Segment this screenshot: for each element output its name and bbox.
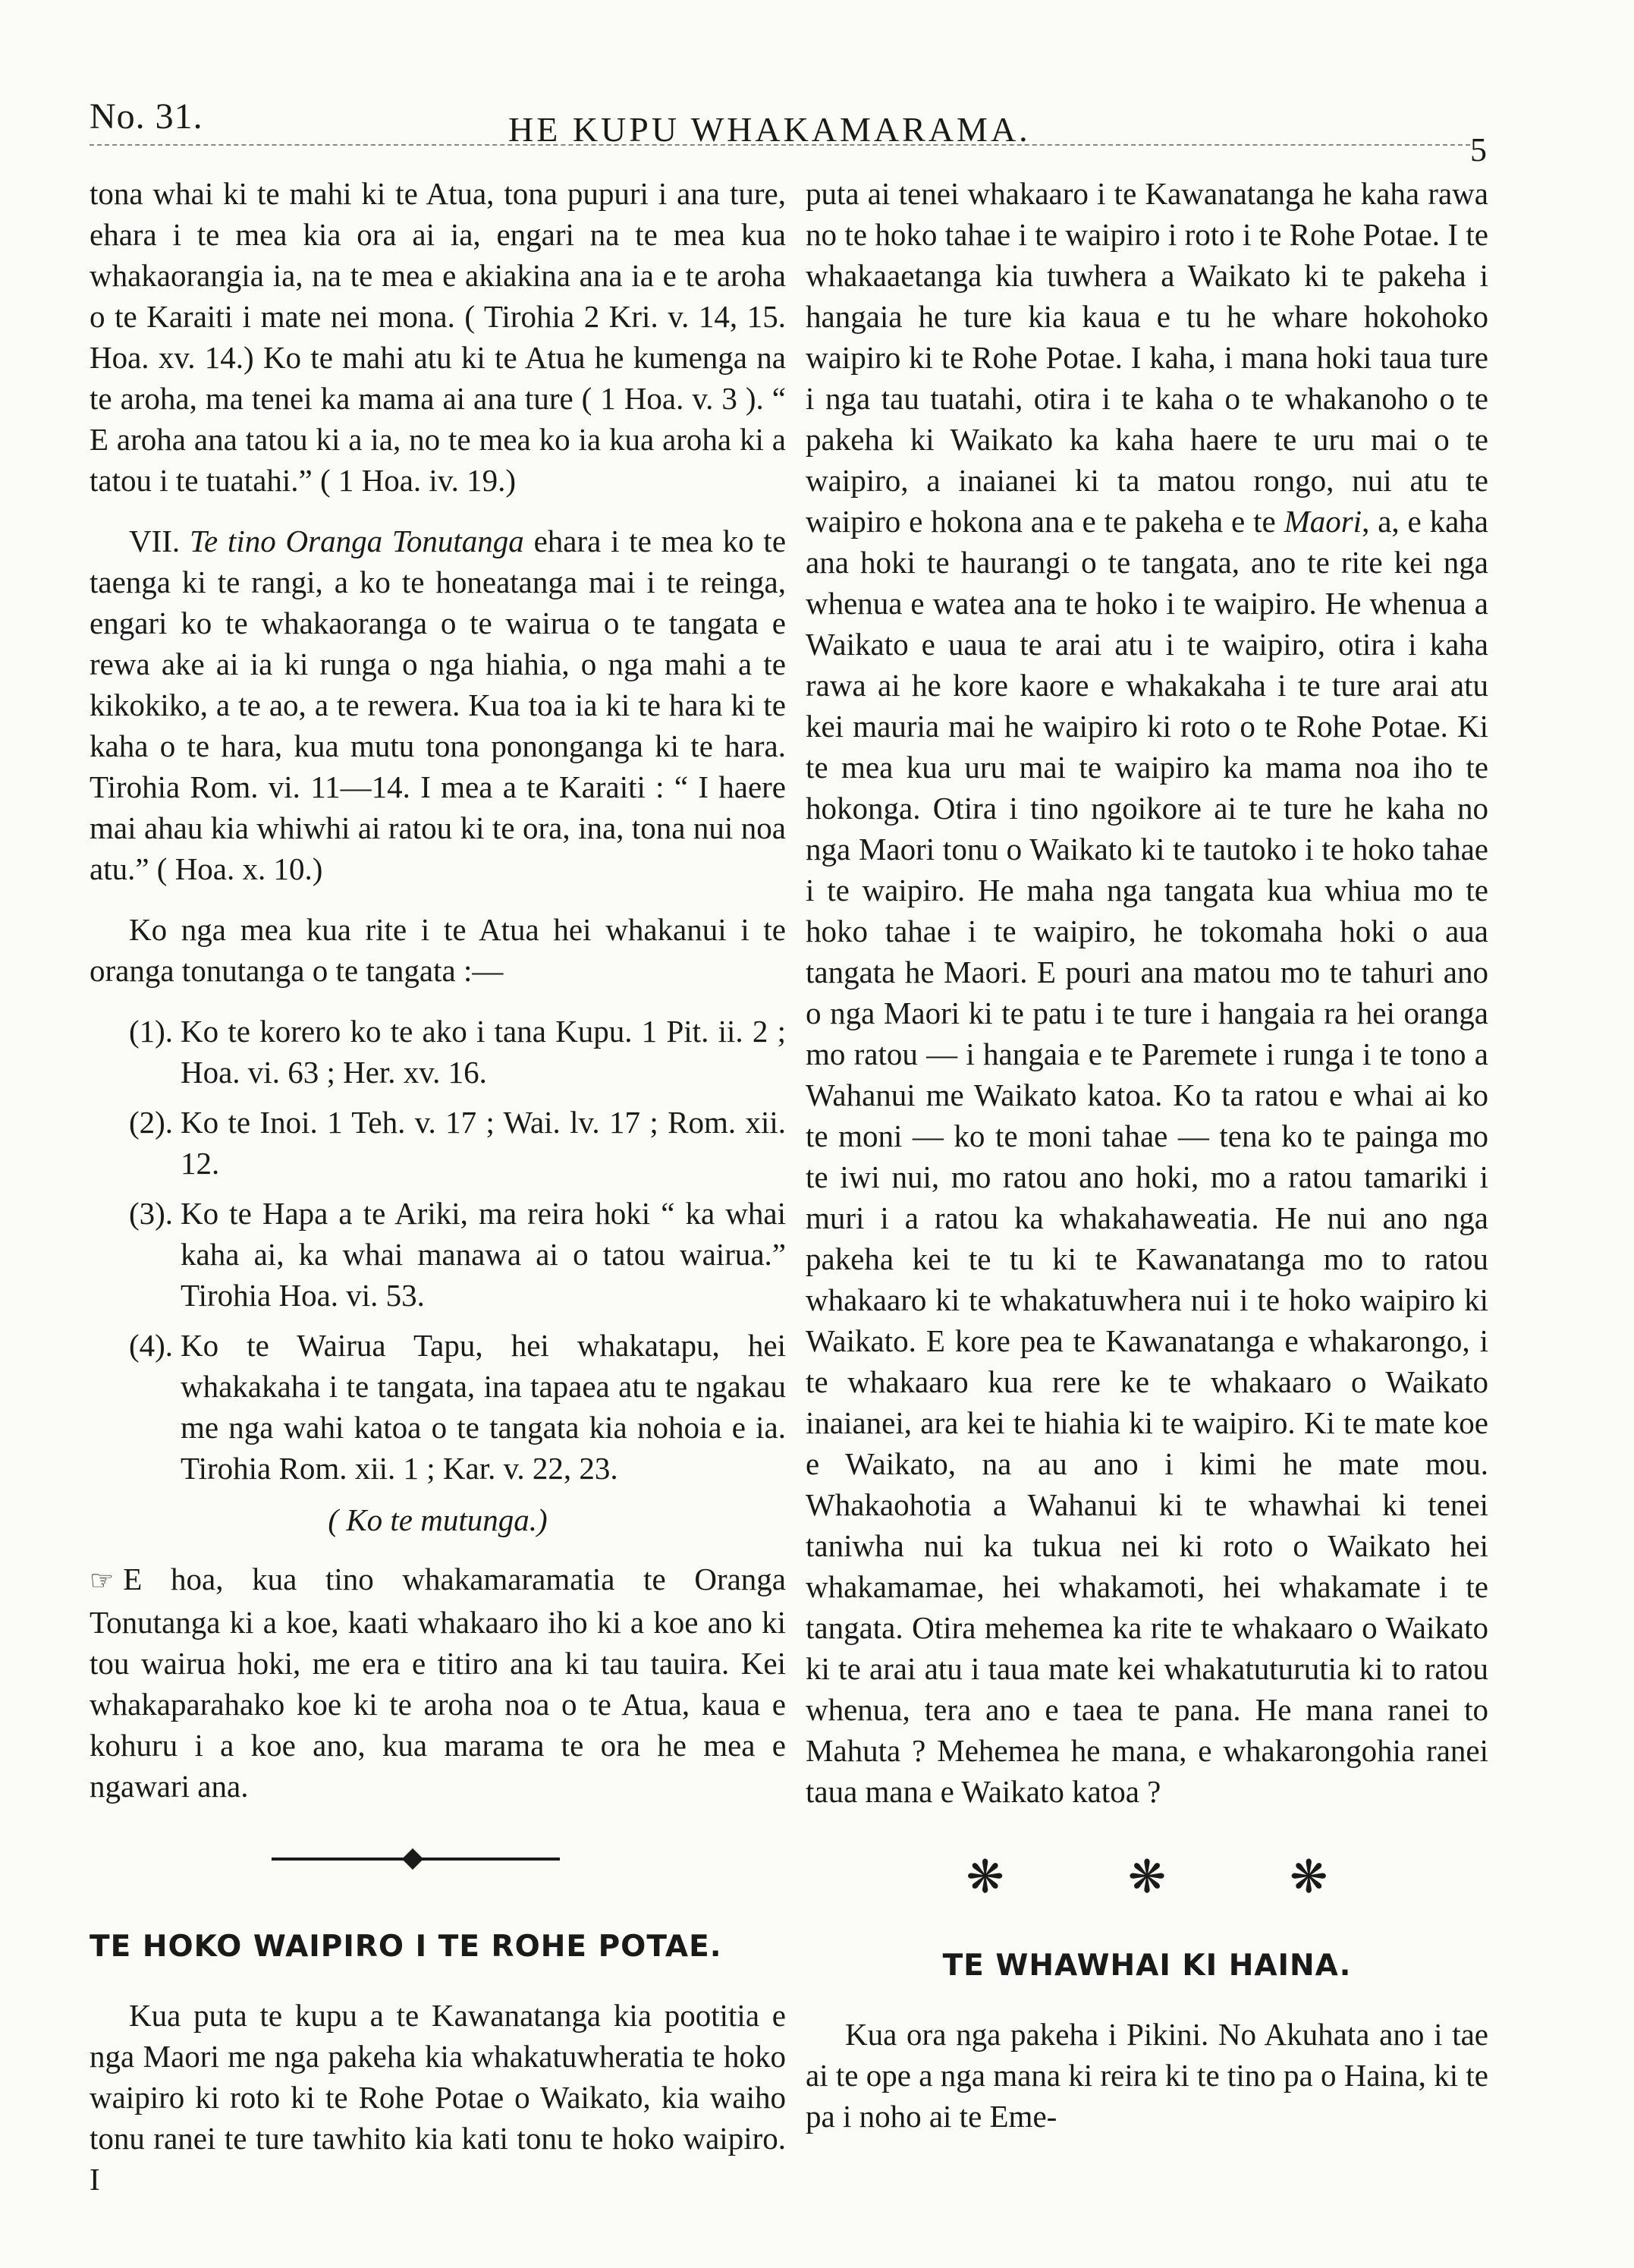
- page-header: [90, 90, 1487, 168]
- header-rule: [90, 144, 1470, 146]
- asterism-icon: ❋: [966, 1852, 1004, 1902]
- list-number: (4).: [128, 1328, 173, 1363]
- paragraph: [806, 173, 1488, 1812]
- end-note: ( Ko te mutunga.): [328, 1502, 548, 1537]
- pointing-hand-icon: ☞: [90, 1565, 115, 1596]
- paragraph: tona whai ki te mahi ki te Atua, tona pupuri i ana ture, ehara i te mea kia ora ai ia, engari na te mea kua whakaorangia ia, na te mea e akiakina ana ia e te aroha o te Karaiti i mate nei mona. ( Tirohia 2 Kri. v. 14, 15. Hoa. xv. 14.) Ko te mahi atu ki te Atua he kumenga na te aroha, ma tenei ka mama ai ana ture ( 1 Hoa. v. 3 ). “ E aroha ana tatou ki a ia, no te mea ko ia kua aroha ki a tatou i te tuatahi.” ( 1 Hoa. iv. 19.): [90, 176, 786, 498]
- paragraph-text: E hoa, kua tino whakamaramatia te Oranga Tonutanga ki a koe, kaati whakaaro iho ki a koe ano ki tou wairua hoki, me era e titiro ana ki tau tauira. Kei whakaparahako koe ki te aroha noa o te Atua, kaua e kohuru i a koe ano, kua marama te ora he mea e ngawari ana.: [90, 1562, 786, 1804]
- list-text: Ko te Inoi. 1 Teh. v. 17 ; Wai. lv. 17 ; Rom. xii. 12.: [181, 1105, 786, 1181]
- divider-diamond-icon: [402, 1848, 423, 1870]
- paragraph: Kua ora nga pakeha i Pikini. No Akuhata ano i tae ai te ope a nga mana ki reira ki te tino pa o Haina, ki te pa i noho ai te Eme-: [806, 2017, 1488, 2134]
- asterism-icon: ❋: [1290, 1852, 1328, 1902]
- paragraph-text: ehara i te mea ko te taenga ki te rangi, a ko te honeatanga mai i te reinga, engari ko te whakaoranga o te wairua o te tangata e rewa ake ai ia ki runga o nga hiahia, o nga mahi a te kikokiko, a te ao, a te rewera. Kua toa ia ki te hara ki te kaha o te hara, kua mutu tona pononganga ki te hara. Tirohia Rom. vi. 11—14. I mea a te Karaiti : “ I haere mai ahau kia whiwhi ai ratou ki te ora, ina, tona nui noa atu.” ( Hoa. x. 10.): [90, 524, 787, 886]
- section-heading: TE WHAWHAI KI HAINA.: [942, 1949, 1352, 1983]
- list-item: [90, 1193, 786, 1316]
- section-numeral: VII.: [129, 524, 181, 558]
- page-number: 5: [1470, 131, 1487, 168]
- list-item: [90, 1325, 786, 1489]
- list-text: Ko te korero ko te ako i tana Kupu. 1 Pit. ii. 2 ; Hoa. vi. 63 ; Her. xv. 16.: [181, 1014, 786, 1090]
- numbered-list: [90, 1011, 786, 1489]
- section-break-stars: [904, 1854, 1390, 1900]
- list-number: (2).: [128, 1105, 173, 1140]
- paragraph-text: puta ai tenei whakaaro i te Kawanatanga he kaha rawa no te hoko tahae i te waipiro i roto i te Rohe Potae. I te whakaaetanga kia tuwhera a Waikato ki te pakeha i hangaia he ture kia kaua e tu he whare hokohoko waipiro ki te Rohe Potae. I kaha, i mana hoki taua ture i nga tau tuatahi, otira i te kaha o te whakanoho o te pakeha ki Waikato ka kaha haere te uru mai o te waipiro, a inaianei ki ta matou rongo, nui atu te waipiro e hokona ana e te pakeha e te: [806, 176, 1488, 539]
- list-text: Ko te Wairua Tapu, hei whakatapu, hei whakakaha i te tangata, ina tapaea atu te ngakau me nga wahi katoa o te tangata kia nohoia e ia. Tirohia Rom. xii. 1 ; Kar. v. 22, 23.: [181, 1328, 786, 1486]
- list-number: (1).: [128, 1014, 173, 1049]
- asterism-icon: ❋: [1127, 1852, 1167, 1902]
- section-heading: TE HOKO WAIPIRO I TE ROHE POTAE.: [90, 1930, 722, 1964]
- paragraph-vii: [90, 521, 786, 889]
- paragraph-text: , a, e kaha ana hoki te haurangi o te tangata, ano te rite kei nga whenua e watea ana te hoko i te waipiro. He whenua a Waikato e uaua te arai atu i te waipiro, otira i kaha rawa ai he kore kaore e whakakaha i te ture arai atu kei mauria mai he waipiro ki roto o te Rohe Potae. Ki te mea kua uru mai te waipiro ka mama noa iho te hokonga. Otira i tino ngoikore ai te ture he kaha no nga Maori tonu o Waikato ki te tautoko i te hoko tahae i te waipiro. He maha nga tangata kua whiua mo te hoko tahae i te waipiro, he tokomaha hoki o aua tangata he Maori. E pouri ana matou mo te tahuri ano o nga Maori ki te patu i te ture i hangaia ra hei oranga mo ratou — i hangaia e te Paremete i runga i te tono a Wahanui me Waikato katoa. Ko ta ratou e whai ai ko te moni — ko te moni tahae — tena ko te painga mo te iwi nui, mo ratou ano hoki, mo a ratou tamariki i muri i a ratou ka whakahaweatia. He nui ano nga pakeha kei te tu ki te Kawanatanga mo to ratou whakaaro ki te whakatuwhera nui i te hoko waipiro ki Waikato. E kore pea te Kawanatanga e whakarongo, i te whakaaro kua rere ke te whakaaro o Waikato inaianei, ara kei te hiahia ki te waipiro. Ki te mate koe e Waikato, na au ano i kimi he mate mou. Whakaohotia a Wahanui ki te whawhai ki tenei taniwha nui ka tukua nei ki roto o Waikato hei whakamamae, hei whakamoti, hei whakamate i te tangata. Otira mehemea ka rite te whakaaro o Waikato ki te arai atu i taua mate kei whakatuturutia ki to ratou whenua, tera ano e taea te pana. He mana ranei to Mahuta ? Mehemea he mana, e whakarongohia ranei taua mana e Waikato katoa ?: [806, 504, 1488, 1809]
- publication-title: HE KUPU WHAKAMARAMA.: [508, 110, 1031, 149]
- paragraph: Kua puta te kupu a te Kawanatanga kia pootitia e nga Maori me nga pakeha kia whakatuwheratia te hoko waipiro ki roto ki te Rohe Potae o Waikato, kia waiho tonu ranei te ture tawhito kia kati tonu te hoko waipiro. I: [90, 1998, 786, 2197]
- italic-term: Te tino Oranga Tonutanga: [189, 524, 524, 558]
- section-divider: [90, 1843, 786, 1873]
- italic-term: Maori: [1284, 504, 1362, 539]
- issue-number: No. 31.: [90, 96, 203, 137]
- paragraph-note: [90, 1559, 786, 1807]
- list-number: (3).: [128, 1196, 173, 1231]
- list-item: [90, 1011, 786, 1093]
- list-item: [90, 1102, 786, 1184]
- left-column: [90, 173, 786, 2219]
- right-column: [806, 173, 1488, 2156]
- paragraph: Ko nga mea kua rite i te Atua hei whakanui i te oranga tonutanga o te tangata :—: [90, 912, 786, 988]
- list-text: Ko te Hapa a te Ariki, ma reira hoki “ ka whai kaha ai, ka whai manawa ai o tatou wairua.” Tirohia Hoa. vi. 53.: [181, 1196, 786, 1313]
